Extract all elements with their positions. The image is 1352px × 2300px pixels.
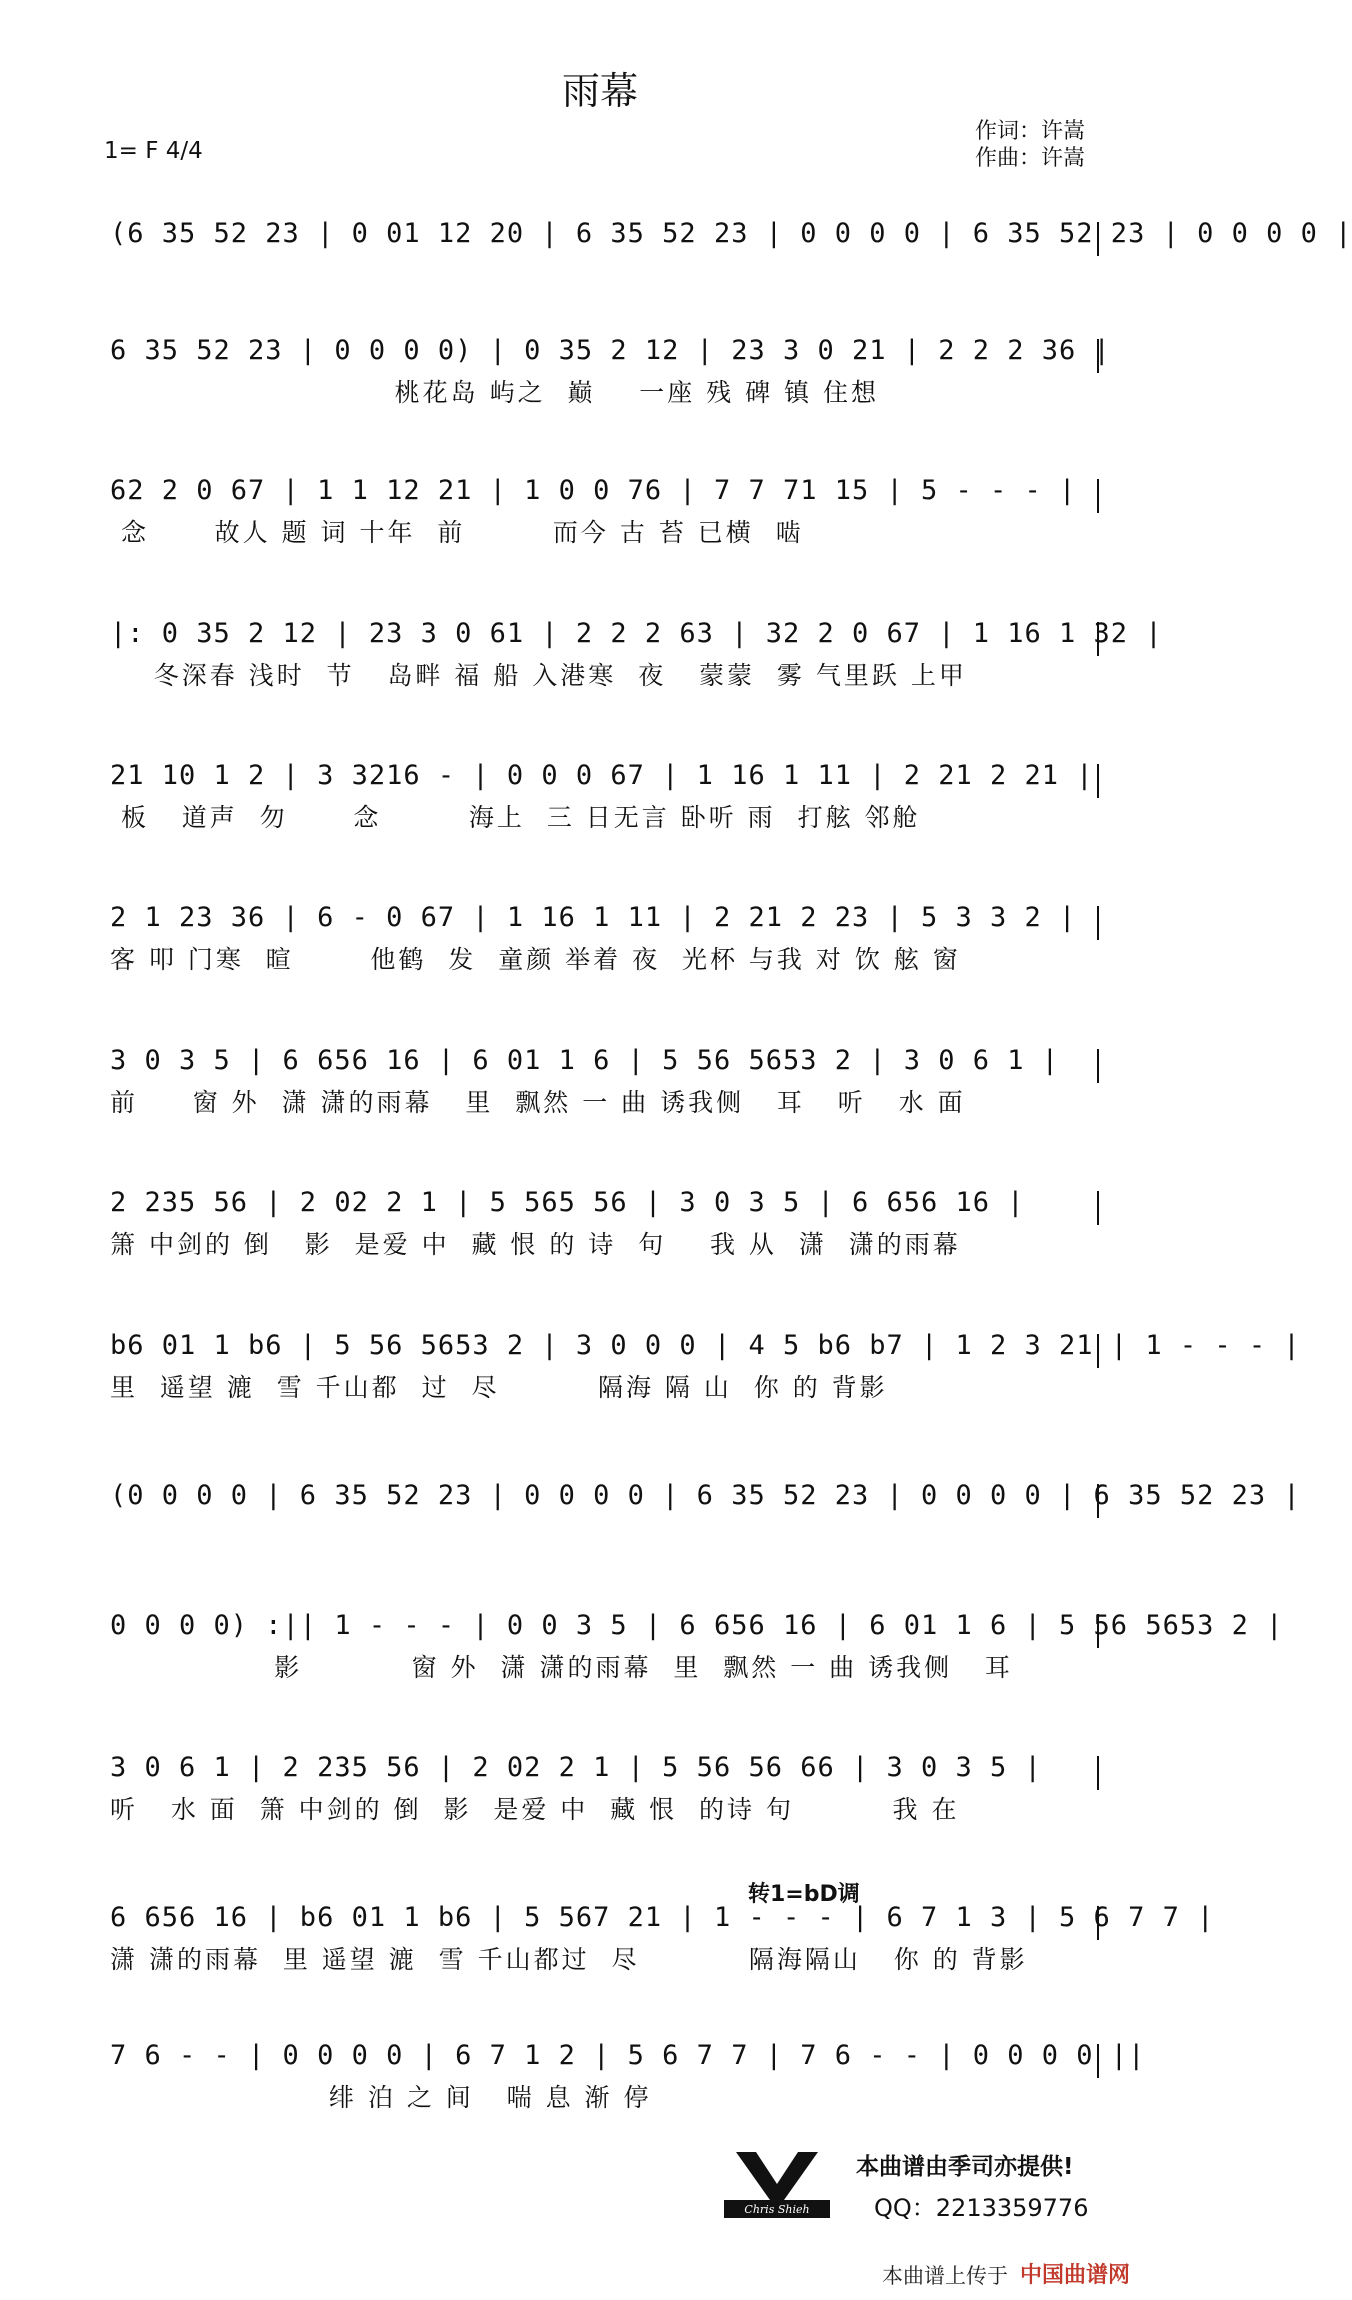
lyrics-line: 桃花岛 屿之 巅 一座 残 碑 镇 住想 — [110, 378, 880, 407]
lyrics-line: 绯 泊 之 间 喘 息 渐 停 — [110, 2083, 652, 2112]
lyrics-line: 听 水 面 箫 中剑的 倒 影 是爱 中 藏 恨 的诗 句 我 在 — [110, 1795, 960, 1824]
notes-line: 2 1 23 36 | 6 - 0 67 | 1 16 1 11 | 2 21 2 23 | 5 3 3 2 | — [110, 902, 1077, 933]
qq-contact: QQ：2213359776 — [874, 2194, 1089, 2222]
song-title: 雨幕 — [561, 69, 638, 113]
lyrics-line: 前 窗 外 潇 潇的雨幕 里 飘然 一 曲 诱我侧 耳 听 水 面 — [110, 1088, 966, 1117]
upload-note: 本曲谱上传于 — [882, 2264, 1008, 2288]
notes-line: |: 0 35 2 12 | 23 3 0 61 | 2 2 2 63 | 32 2 0 67 | 1 16 1 32 | — [110, 618, 1163, 649]
modulation-marker: 转1=bD调 — [748, 1882, 860, 1907]
notes-line: (0 0 0 0 | 6 35 52 23 | 0 0 0 0 | 6 35 52 23 | 0 0 0 0 | 6 35 52 23 | — [110, 1480, 1301, 1511]
lyrics-line: 里 遥望 漉 雪 千山都 过 尽 隔海 隔 山 你 的 背影 — [110, 1373, 888, 1402]
site-watermark: 中国曲谱网 — [1020, 2263, 1131, 2288]
notes-line: 21 10 1 2 | 3 3216 - | 0 0 0 67 | 1 16 1 11 | 2 21 2 21 | — [110, 760, 1094, 791]
lyricist-credit: 作词：许嵩 — [975, 119, 1086, 144]
composer-credit: 作曲：许嵩 — [975, 146, 1086, 171]
notes-line: 6 35 52 23 | 0 0 0 0) | 0 35 2 12 | 23 3 0 21 | 2 2 2 36 | — [110, 335, 1111, 366]
lyrics-line: 念 故人 题 词 十年 前 而今 古 苔 已横 啮 — [110, 518, 804, 547]
credits — [975, 118, 1085, 172]
lyrics-line: 箫 中剑的 倒 影 是爱 中 藏 恨 的 诗 句 我 从 潇 潇的雨幕 — [110, 1230, 961, 1259]
lyrics-line: 冬深春 浅时 节 岛畔 福 船 入港寒 夜 蒙蒙 雾 气里跃 上甲 — [110, 661, 967, 690]
notes-line: 3 0 3 5 | 6 656 16 | 6 01 1 6 | 5 56 5653 2 | 3 0 6 1 | — [110, 1045, 1060, 1076]
notes-line: (6 35 52 23 | 0 01 12 20 | 6 35 52 23 | 0 0 0 0 | 6 35 52 23 | 0 0 0 0 | — [110, 218, 1352, 249]
notes-line: 3 0 6 1 | 2 235 56 | 2 02 2 1 | 5 56 56 66 | 3 0 3 5 | — [110, 1752, 1042, 1783]
notes-line: 2 235 56 | 2 02 2 1 | 5 565 56 | 3 0 3 5 | 6 656 16 | — [110, 1187, 1025, 1218]
notes-line: 62 2 0 67 | 1 1 12 21 | 1 0 0 76 | 7 7 71 15 | 5 - - - | — [110, 475, 1077, 506]
svg-text:Chris Shieh: Chris Shieh — [744, 2203, 810, 2216]
lyrics-line: 影 窗 外 潇 潇的雨幕 里 飘然 一 曲 诱我侧 耳 — [110, 1653, 1013, 1682]
notes-line: 7 6 - - | 0 0 0 0 | 6 7 1 2 | 5 6 7 7 | 7 6 - - | 0 0 0 0 || — [110, 2040, 1146, 2071]
provided-by: 本曲谱由季司亦提供! — [856, 2154, 1074, 2180]
lyrics-line: 板 道声 勿 念 海上 三 日无言 卧听 雨 打舷 邻舱 — [110, 803, 921, 832]
notes-line: b6 01 1 b6 | 5 56 5653 2 | 3 0 0 0 | 4 5 b6 b7 | 1 2 3 21 | 1 - - - | — [110, 1330, 1301, 1361]
notes-line: 6 656 16 | b6 01 1 b6 | 5 567 21 | 1 - - - | 6 7 1 3 | 5 6 7 7 | — [110, 1902, 1215, 1933]
key-signature: 1= F 4/4 — [104, 138, 203, 164]
lyrics-line: 客 叩 门寒 暄 他鹤 发 童颜 举着 夜 光杯 与我 对 饮 舷 窗 — [110, 945, 961, 974]
lyrics-line: 潇 潇的雨幕 里 遥望 漉 雪 千山都过 尽 隔海隔山 你 的 背影 — [110, 1945, 1028, 1974]
notes-line: 0 0 0 0) :|| 1 - - - | 0 0 3 5 | 6 656 16 | 6 01 1 6 | 5 56 5653 2 | — [110, 1610, 1284, 1641]
chris-shieh-logo — [722, 2150, 832, 2220]
